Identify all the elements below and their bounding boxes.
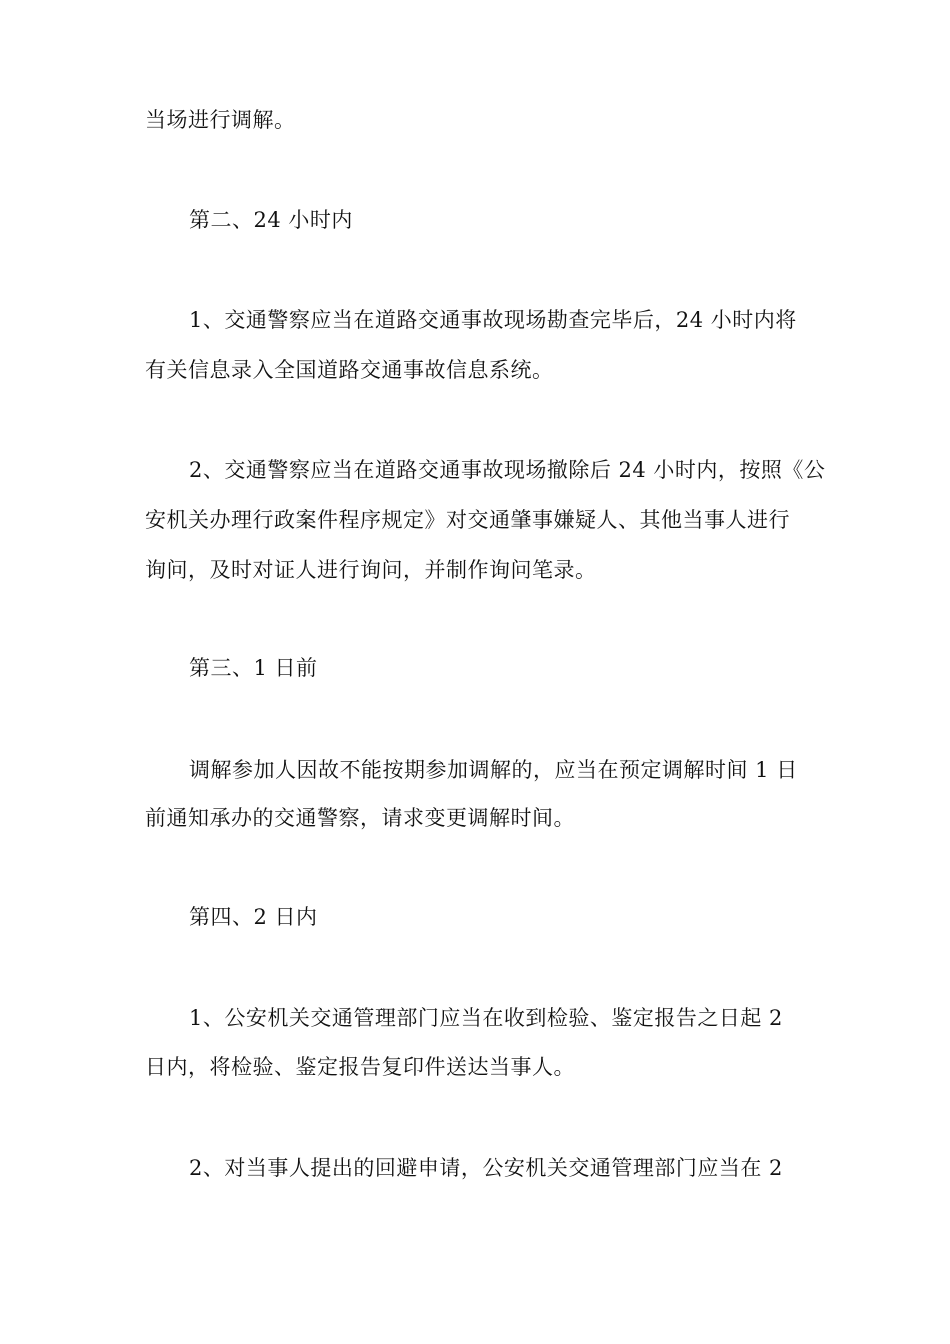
paragraph-line: 1、交通警察应当在道路交通事故现场勘查完毕后，24 小时内将	[189, 308, 797, 332]
paragraph-line: 询问，及时对证人进行询问，并制作询问笔录。	[145, 558, 597, 582]
paragraph-line: 2、交通警察应当在道路交通事故现场撤除后 24 小时内，按照《公	[189, 458, 826, 482]
paragraph-line: 当场进行调解。	[145, 108, 296, 132]
section-heading: 第三、1 日前	[189, 656, 318, 680]
paragraph-line: 日内，将检验、鉴定报告复印件送达当事人。	[145, 1055, 575, 1079]
paragraph-line: 1、公安机关交通管理部门应当在收到检验、鉴定报告之日起 2	[189, 1006, 783, 1030]
section-heading: 第四、2 日内	[189, 905, 318, 929]
paragraph-line: 2、对当事人提出的回避申请，公安机关交通管理部门应当在 2	[189, 1156, 783, 1180]
paragraph-line: 前通知承办的交通警察，请求变更调解时间。	[145, 806, 575, 830]
paragraph-line: 安机关办理行政案件程序规定》对交通肇事嫌疑人、其他当事人进行	[145, 508, 790, 532]
paragraph-line: 有关信息录入全国道路交通事故信息系统。	[145, 358, 554, 382]
paragraph-line: 调解参加人因故不能按期参加调解的，应当在预定调解时间 1 日	[189, 758, 798, 782]
section-heading: 第二、24 小时内	[189, 208, 353, 232]
